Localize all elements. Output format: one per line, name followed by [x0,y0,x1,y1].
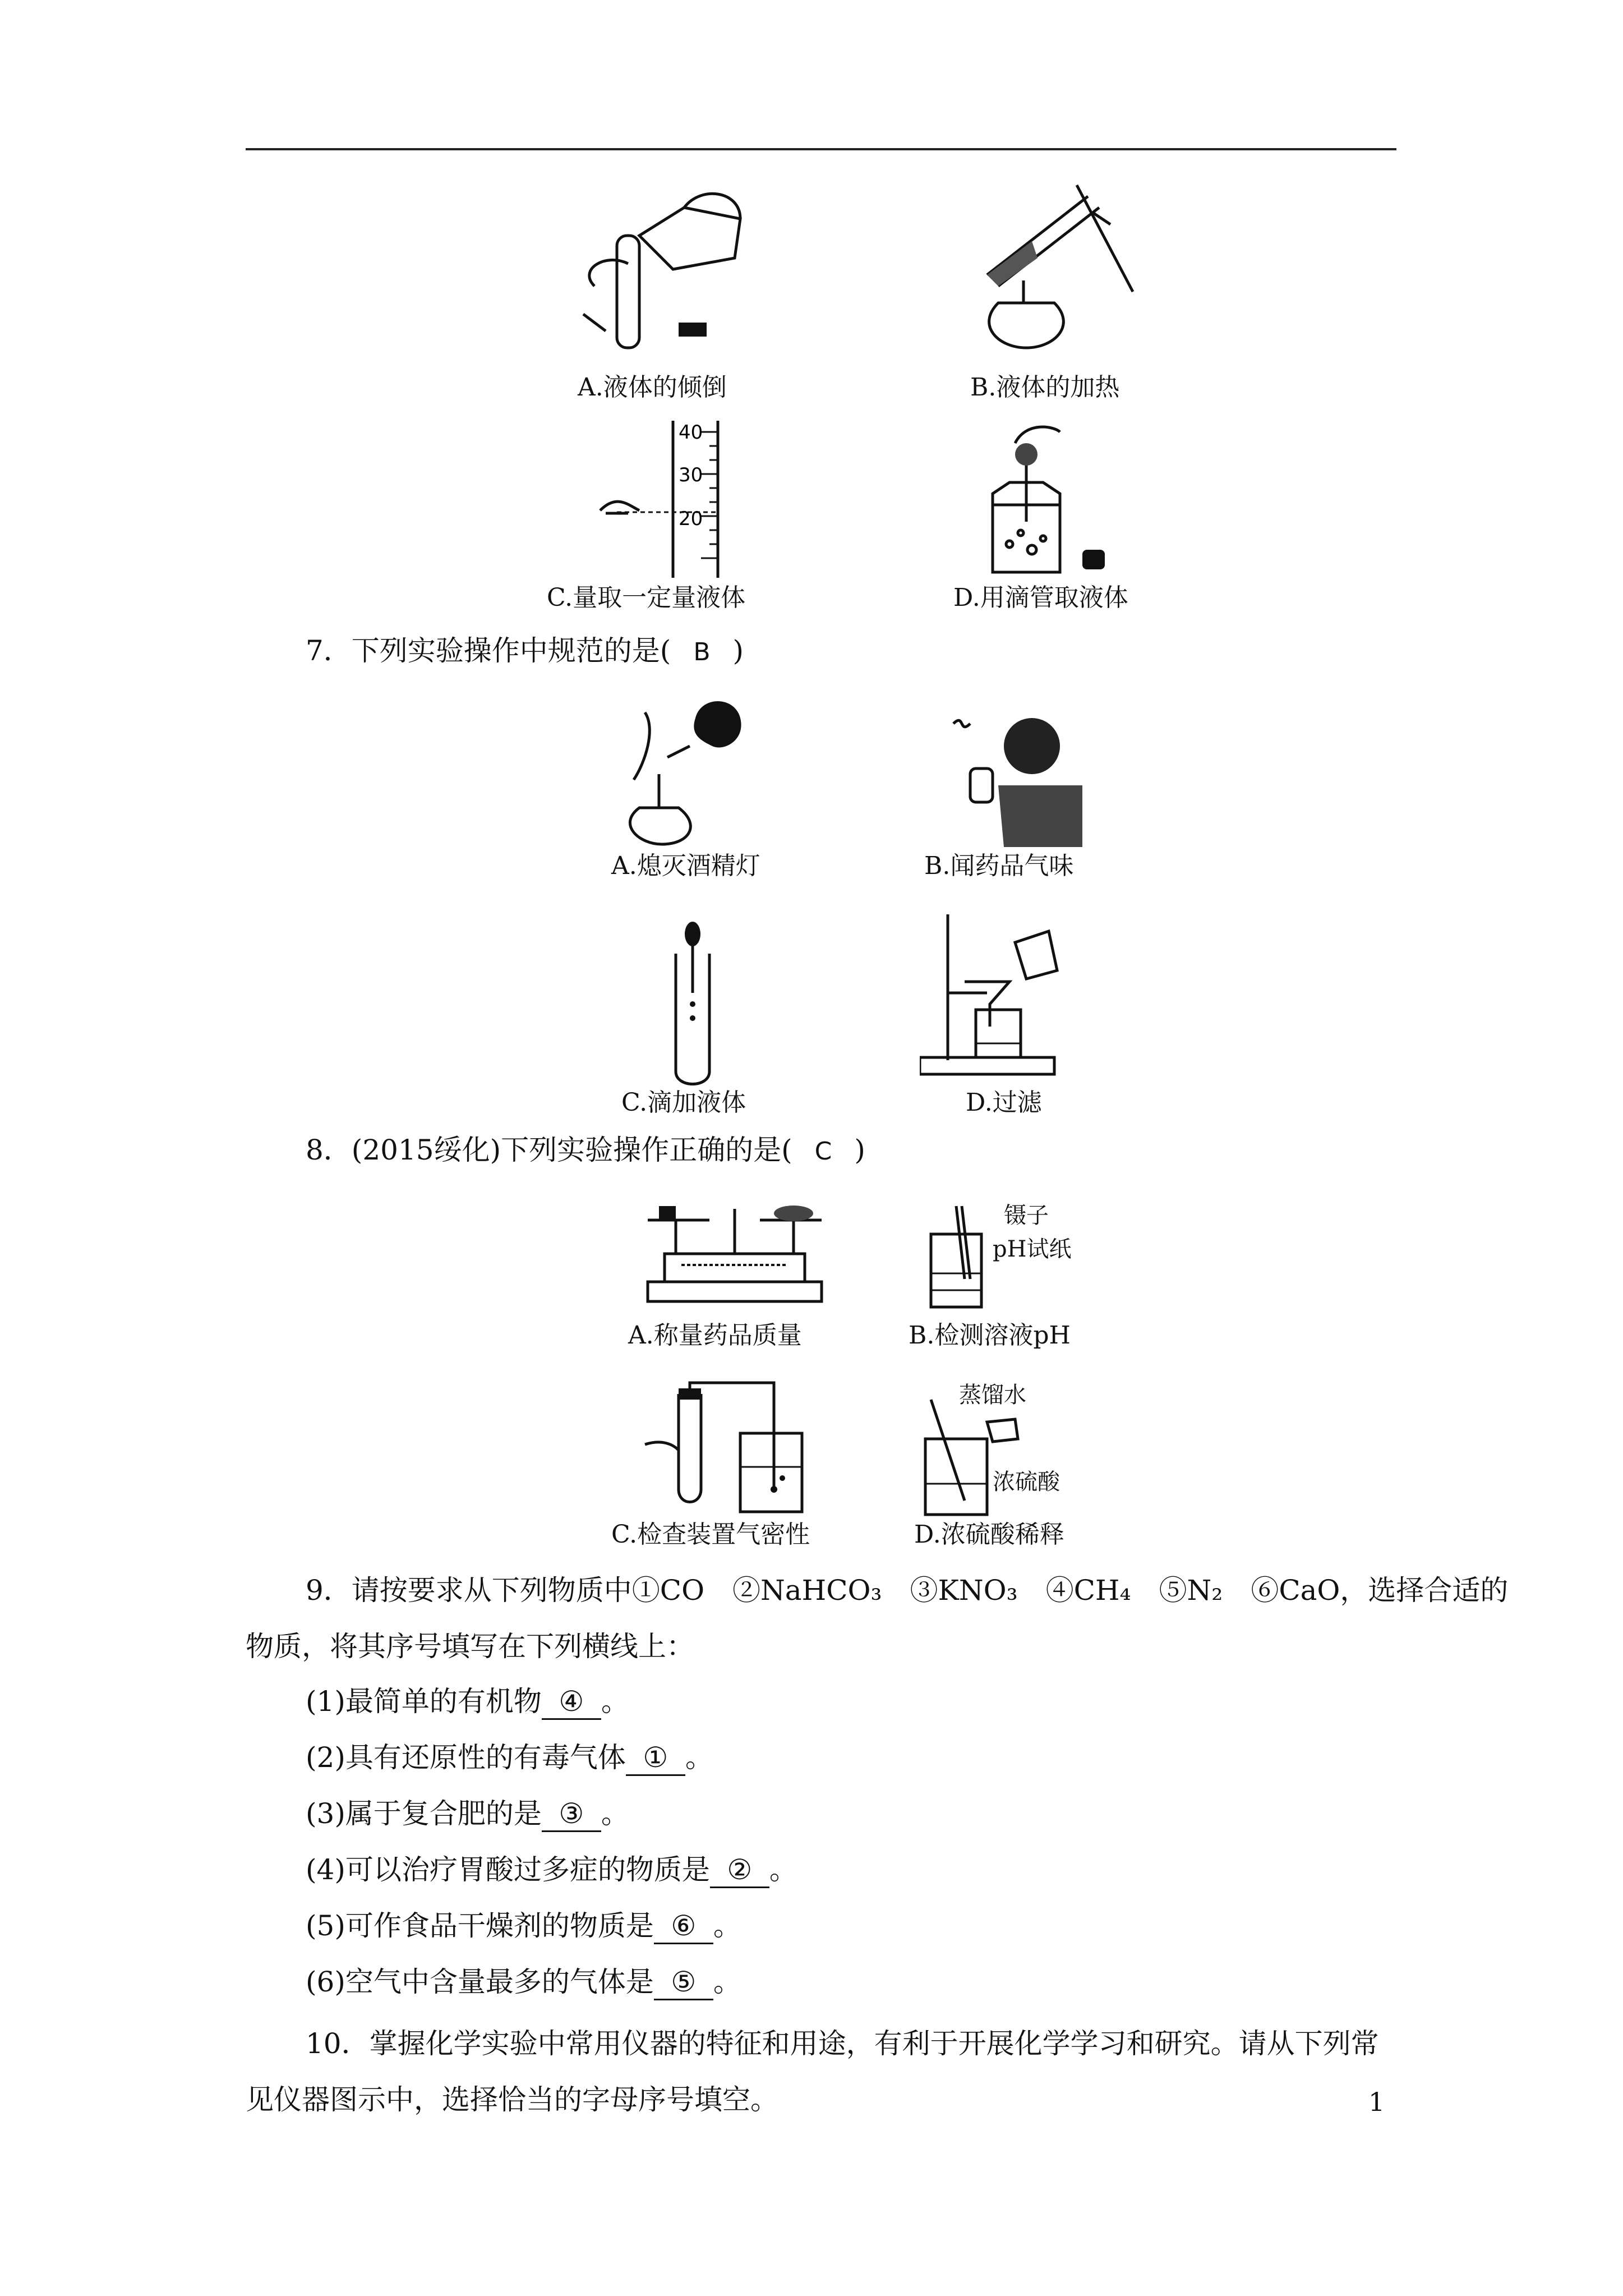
figure-balance [642,1192,827,1304]
q9-item-6-end: 。 [713,1966,741,1998]
q6-caption-a: A.液体的倾倒 [578,373,727,402]
q9-item-2 [306,1741,713,1776]
q9-stem-line2: 物质，将其序号填写在下列横线上： [246,1630,694,1663]
page-number: 1 [1368,2087,1385,2117]
label-ph-paper: pH试纸 [993,1236,1072,1262]
figure-add-drops [665,920,721,1088]
q7-caption-a: A.熄灭酒精灯 [611,852,760,880]
q9-item-3-answer: ③ [542,1797,601,1832]
q10-line1: 10．掌握化学实验中常用仪器的特征和用途，有利于开展化学学习和研究。请从下列常 [306,2027,1379,2060]
q9-item-2-answer: ① [626,1741,685,1776]
label-concentrated-acid: 浓硫酸 [993,1469,1060,1495]
q9-item-5 [306,1909,741,1944]
q9-item-2-text: (2)具有还原性的有毒气体 [306,1741,626,1774]
q9-stem-line1: 9．请按要求从下列物质中①CO ②NaHCO₃ ③KNO₃ ④CH₄ ⑤N₂ ⑥CaO，选择合适的 [306,1574,1509,1607]
q9-item-4-text: (4)可以治疗胃酸过多症的物质是 [306,1853,710,1886]
label-tweezers: 镊子 [1004,1203,1049,1228]
figure-filtration [920,909,1066,1077]
q7-close: ) [732,634,744,667]
q7-stem [306,634,744,669]
figure-pouring-liquid [572,185,751,353]
q9-item-2-end: 。 [685,1741,713,1774]
q9-item-3-text: (3)属于复合肥的是 [306,1797,542,1830]
q9-item-5-answer: ⑥ [654,1909,713,1944]
q7-stem-text: 7．下列实验操作中规范的是( [306,634,671,667]
q9-item-6-text: (6)空气中含量最多的气体是 [306,1966,654,1998]
figure-extinguish-lamp [606,696,751,847]
q8-stem-text: 8．(2015绥化)下列实验操作正确的是( [306,1134,792,1166]
q9-item-5-end: 。 [713,1910,741,1942]
q7-answer: B [693,638,711,666]
q8-stem [306,1133,865,1168]
label-distilled-water: 蒸馏水 [959,1382,1026,1408]
cylinder-tick-40: 40 [679,421,703,444]
q10-line2: 见仪器图示中，选择恰当的字母序号填空。 [246,2083,778,2116]
q9-item-1 [306,1685,629,1720]
q8-caption-b: B.检测溶液pH [909,1321,1071,1350]
q9-item-1-answer: ④ [542,1685,601,1720]
q8-caption-c: C.检查装置气密性 [611,1520,810,1549]
q9-item-3-end: 。 [601,1797,629,1830]
figure-dropper-bottle [976,421,1122,578]
q8-answer: C [814,1137,832,1166]
q6-caption-c: C.量取一定量液体 [547,583,746,612]
q7-caption-b: B.闻药品气味 [924,852,1074,880]
q6-caption-b: B.液体的加热 [970,373,1120,402]
q9-item-5-text: (5)可作食品干燥剂的物质是 [306,1910,654,1942]
q9-item-4-end: 。 [769,1853,797,1886]
figure-ph-test [925,1200,993,1313]
q9-item-6 [306,1965,741,2000]
figure-smell-chemical [942,701,1088,847]
q7-caption-d: D.过滤 [966,1088,1042,1117]
q8-caption-d: D.浓硫酸稀释 [914,1520,1064,1549]
cylinder-tick-20: 20 [679,508,703,530]
q9-item-3 [306,1797,629,1832]
q7-caption-c: C.滴加液体 [621,1088,746,1117]
cylinder-tick-30: 30 [679,464,703,486]
header-rule [246,148,1396,150]
q8-caption-a: A.称量药品质量 [628,1321,802,1350]
q6-caption-d: D.用滴管取液体 [953,583,1128,612]
figure-heating-liquid [965,180,1144,359]
q9-item-4-answer: ② [710,1853,769,1888]
q9-item-1-text: (1)最简单的有机物 [306,1685,542,1718]
q9-item-4 [306,1853,797,1888]
figure-measuring-cylinder [594,421,740,578]
q9-item-6-answer: ⑤ [654,1965,713,2000]
q8-close: ) [854,1134,865,1166]
q9-item-1-end: 。 [601,1685,629,1718]
figure-airtightness-check [639,1377,819,1517]
